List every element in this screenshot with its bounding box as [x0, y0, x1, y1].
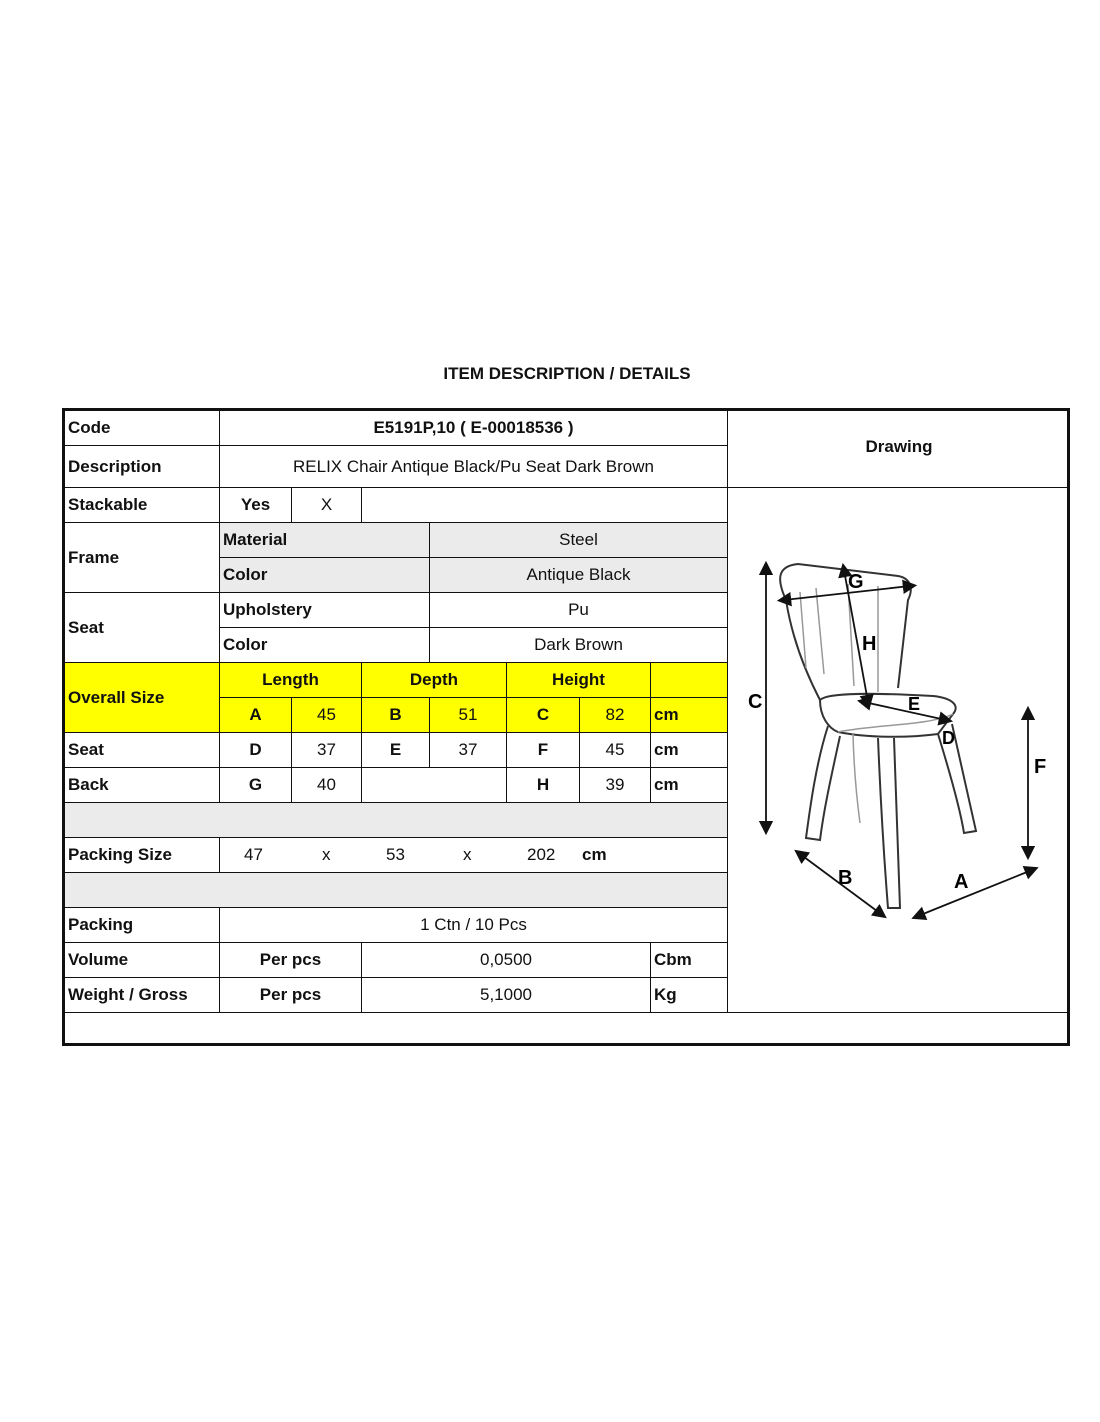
seat-upholstery-value: Pu [430, 593, 728, 628]
packing-value: 1 Ctn / 10 Pcs [220, 908, 728, 943]
volume-per: Per pcs [220, 943, 362, 978]
seat-dims-label: Seat [65, 733, 220, 768]
packing-size-row [220, 838, 728, 873]
dim-c-letter: C [507, 698, 580, 733]
details-table [62, 408, 1070, 1046]
frame-label: Frame [65, 523, 220, 593]
packing-x2: x [463, 845, 472, 864]
frame-color-label: Color [220, 558, 430, 593]
description-value: RELIX Chair Antique Black/Pu Seat Dark Brown [220, 446, 728, 488]
dim-g-letter: G [220, 768, 292, 803]
packing-length: 47 [244, 845, 263, 864]
label-f: F [1034, 755, 1047, 778]
stackable-yes: Yes [220, 488, 292, 523]
frame-color-value: Antique Black [430, 558, 728, 593]
dim-e-value: 37 [430, 733, 507, 768]
back-dims-empty [362, 768, 507, 803]
dim-h-value: 39 [580, 768, 651, 803]
volume-label: Volume [65, 943, 220, 978]
frame-material-value: Steel [430, 523, 728, 558]
packing-size-unit: cm [582, 845, 607, 864]
code-label: Code [65, 411, 220, 446]
weight-label: Weight / Gross [65, 978, 220, 1013]
stackable-empty [362, 488, 728, 523]
packing-label: Packing [65, 908, 220, 943]
back-dims-label: Back [65, 768, 220, 803]
chair-drawing [728, 488, 1070, 1013]
frame-material-label: Material [220, 523, 430, 558]
depth-header: Depth [362, 663, 507, 698]
spacer-row [65, 803, 728, 838]
label-a: A [954, 870, 969, 893]
label-g: G [848, 570, 864, 593]
label-b: B [838, 866, 853, 889]
dim-d-value: 37 [292, 733, 362, 768]
packing-x1: x [322, 845, 331, 864]
dim-b-letter: B [362, 698, 430, 733]
label-h: H [862, 632, 877, 655]
dim-b-value: 51 [430, 698, 507, 733]
dim-h-letter: H [507, 768, 580, 803]
dim-e-letter: E [362, 733, 430, 768]
dim-g-value: 40 [292, 768, 362, 803]
seat-label: Seat [65, 593, 220, 663]
overall-unit-header [651, 663, 728, 698]
bottom-empty-row [65, 1013, 1070, 1046]
overall-unit: cm [651, 698, 728, 733]
code-value: E5191P,10 ( E-00018536 ) [220, 411, 728, 446]
dim-f-value: 45 [580, 733, 651, 768]
dim-d-letter: D [220, 733, 292, 768]
dim-f-letter: F [507, 733, 580, 768]
back-dims-unit: cm [651, 768, 728, 803]
dim-a-value: 45 [292, 698, 362, 733]
drawing-header: Drawing [728, 411, 1070, 488]
packing-height: 202 [527, 845, 556, 864]
dim-c-value: 82 [580, 698, 651, 733]
description-label: Description [65, 446, 220, 488]
seat-dims-unit: cm [651, 733, 728, 768]
label-c: C [748, 690, 763, 713]
seat-upholstery-label: Upholstery [220, 593, 430, 628]
seat-color-value: Dark Brown [430, 628, 728, 663]
dim-a-letter: A [220, 698, 292, 733]
packing-width: 53 [386, 845, 405, 864]
volume-value: 0,0500 [362, 943, 651, 978]
label-e: E [908, 693, 921, 714]
overall-size-label: Overall Size [65, 663, 220, 733]
weight-per: Per pcs [220, 978, 362, 1013]
weight-unit: Kg [651, 978, 728, 1013]
volume-unit: Cbm [651, 943, 728, 978]
stackable-mark: X [292, 488, 362, 523]
weight-value: 5,1000 [362, 978, 651, 1013]
label-d: D [942, 727, 955, 748]
packing-size-label: Packing Size [65, 838, 220, 873]
page-title: ITEM DESCRIPTION / DETAILS [443, 364, 691, 383]
stackable-label: Stackable [65, 488, 220, 523]
drawing-cell [728, 488, 1070, 1013]
height-header: Height [507, 663, 651, 698]
spacer-row-2 [65, 873, 728, 908]
seat-color-label: Color [220, 628, 430, 663]
length-header: Length [220, 663, 362, 698]
